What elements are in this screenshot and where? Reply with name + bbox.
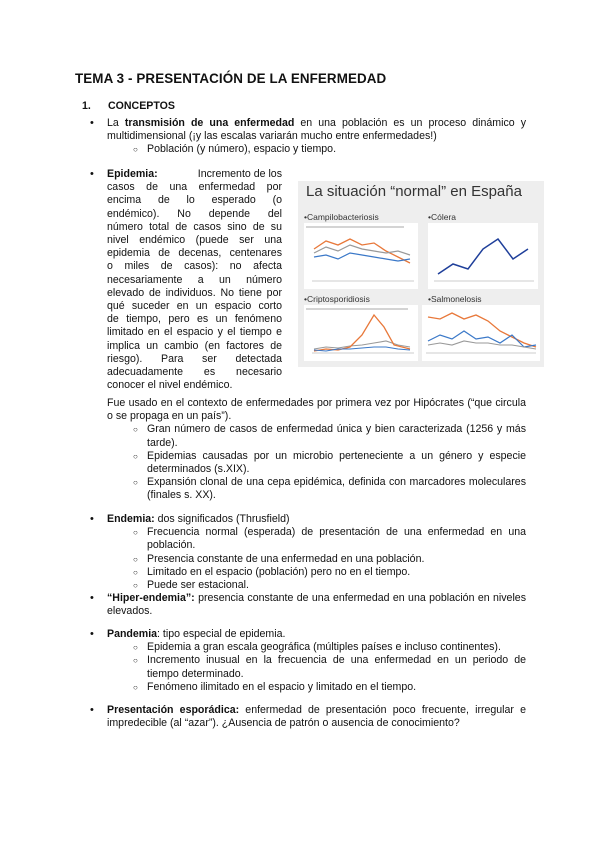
hiper-endemia-term: “Hiper-endemia”: bbox=[107, 592, 195, 605]
endemia-sub-item: ○ Limitado en el espacio (población) pero no en el tiempo. bbox=[147, 566, 526, 579]
endemia-bullet: • Endemia: dos significados (Thrusfield) bbox=[107, 513, 526, 526]
figure-title: La situación “normal” en España bbox=[306, 183, 522, 200]
pandemia-sub-item: ○ Epidemia a gran escala geográfica (múltiples países e incluso continentes). bbox=[147, 641, 526, 654]
pandemia-term: Pandemia bbox=[107, 628, 158, 640]
campilobacteriosis-chart bbox=[304, 223, 418, 289]
endemia-sub-item: ○ Frecuencia normal (esperada) de presentación de una enfermedad en una población. bbox=[147, 526, 526, 552]
transmision-term: transmisión de una enfermedad bbox=[124, 117, 295, 129]
salmonelosis-chart bbox=[422, 305, 540, 361]
epidemia-bullet: • Epidemia: Incremento de los bbox=[107, 168, 282, 181]
chart-label-criptosporidiosis: • Criptosporidiosis bbox=[304, 293, 370, 306]
pandemia-sub-item: ○ Fenómeno ilimitado en el espacio y limitado en el tiempo. bbox=[147, 681, 526, 694]
criptosporidiosis-chart bbox=[304, 305, 418, 361]
epidemia-history: Fue usado en el contexto de enfermedades por primera vez por Hipócrates (“que circula o se propaga en un país”). bbox=[107, 397, 526, 423]
endemia-sub-item: ○ Presencia constante de una enfermedad en una población. bbox=[147, 553, 526, 566]
esporadica-term: Presentación esporádica: bbox=[107, 704, 240, 716]
pandemia-sub-item: ○ Incremento inusual en la frecuencia de una enfermedad en un periodo de tiempo determinado. bbox=[147, 654, 526, 680]
hiper-endemia-bullet: • “Hiper-endemia”: presencia constante de una enfermedad en una población en niveles elevados. bbox=[107, 592, 526, 618]
esporadica-bullet: • Presentación esporádica: enfermedad de presentación poco frecuente, irregular e impredecible (al “azar”). ¿Ausencia de patrón o ausencia de conocimiento? bbox=[107, 704, 526, 730]
endemia-block bbox=[107, 513, 526, 619]
pandemia-block bbox=[107, 628, 526, 694]
chart-label-salmonelosis: • Salmonelosis bbox=[428, 293, 482, 306]
epidemia-sub-item: ○ Epidemias causadas por un microbio perteneciente a un género y especie determinados (s.XIX). bbox=[147, 450, 526, 476]
colera-chart bbox=[428, 223, 538, 289]
section-heading bbox=[82, 100, 175, 113]
section-label: CONCEPTOS bbox=[108, 100, 175, 112]
epidemia-sub-item: ○ Gran número de casos de enfermedad única y bien caracterizada (1256 y más tarde). bbox=[147, 423, 526, 449]
transmision-block bbox=[107, 117, 526, 157]
epidemia-block: • Epidemia: Incremento de los casos de una enfermedad por encima de lo esperado (o endémico). No depende del número total de casos sino de su nivel endémico (puede ser una epidemia de decenas, centenares o miles de casos): no afecta necesariamente a un número elevado de individuos. No tiene por qué suceder en un espacio corto de tiempo, pero es un fenómeno limitado en el espacio y el tiempo e implica un cambio (en factores de riesgo). Para ser detectada adecuadamente es necesario conocer el nivel endémico. bbox=[107, 168, 282, 392]
endemia-sub-item: ○ Puede ser estacional. bbox=[147, 579, 526, 592]
section-number: 1. bbox=[82, 100, 91, 112]
chart-label-colera: • Cólera bbox=[428, 211, 456, 224]
endemia-term: Endemia: bbox=[107, 513, 155, 525]
transmision-bullet: • La transmisión de una enfermedad en una población es un proceso dinámico y multidimensional (¡y las escalas variarán mucho entre enfermedades!) bbox=[107, 117, 526, 143]
chart-label-campilobacteriosis: • Campilobacteriosis bbox=[304, 211, 379, 224]
transmision-sub-item: ○ Población (y número), espacio y tiempo. bbox=[147, 143, 526, 156]
pandemia-bullet: • Pandemia: tipo especial de epidemia. bbox=[107, 628, 526, 641]
page-title: TEMA 3 - PRESENTACIÓN DE LA ENFERMEDAD bbox=[75, 71, 387, 86]
endemic-situation-figure bbox=[298, 181, 544, 367]
epidemia-sub-item: ○ Expansión clonal de una cepa epidémica, definida con marcadores moleculares (finales s. XX). bbox=[147, 476, 526, 502]
esporadica-block bbox=[107, 704, 526, 730]
epidemia-history-block bbox=[107, 397, 526, 503]
epidemia-term: • Epidemia: bbox=[107, 168, 158, 180]
